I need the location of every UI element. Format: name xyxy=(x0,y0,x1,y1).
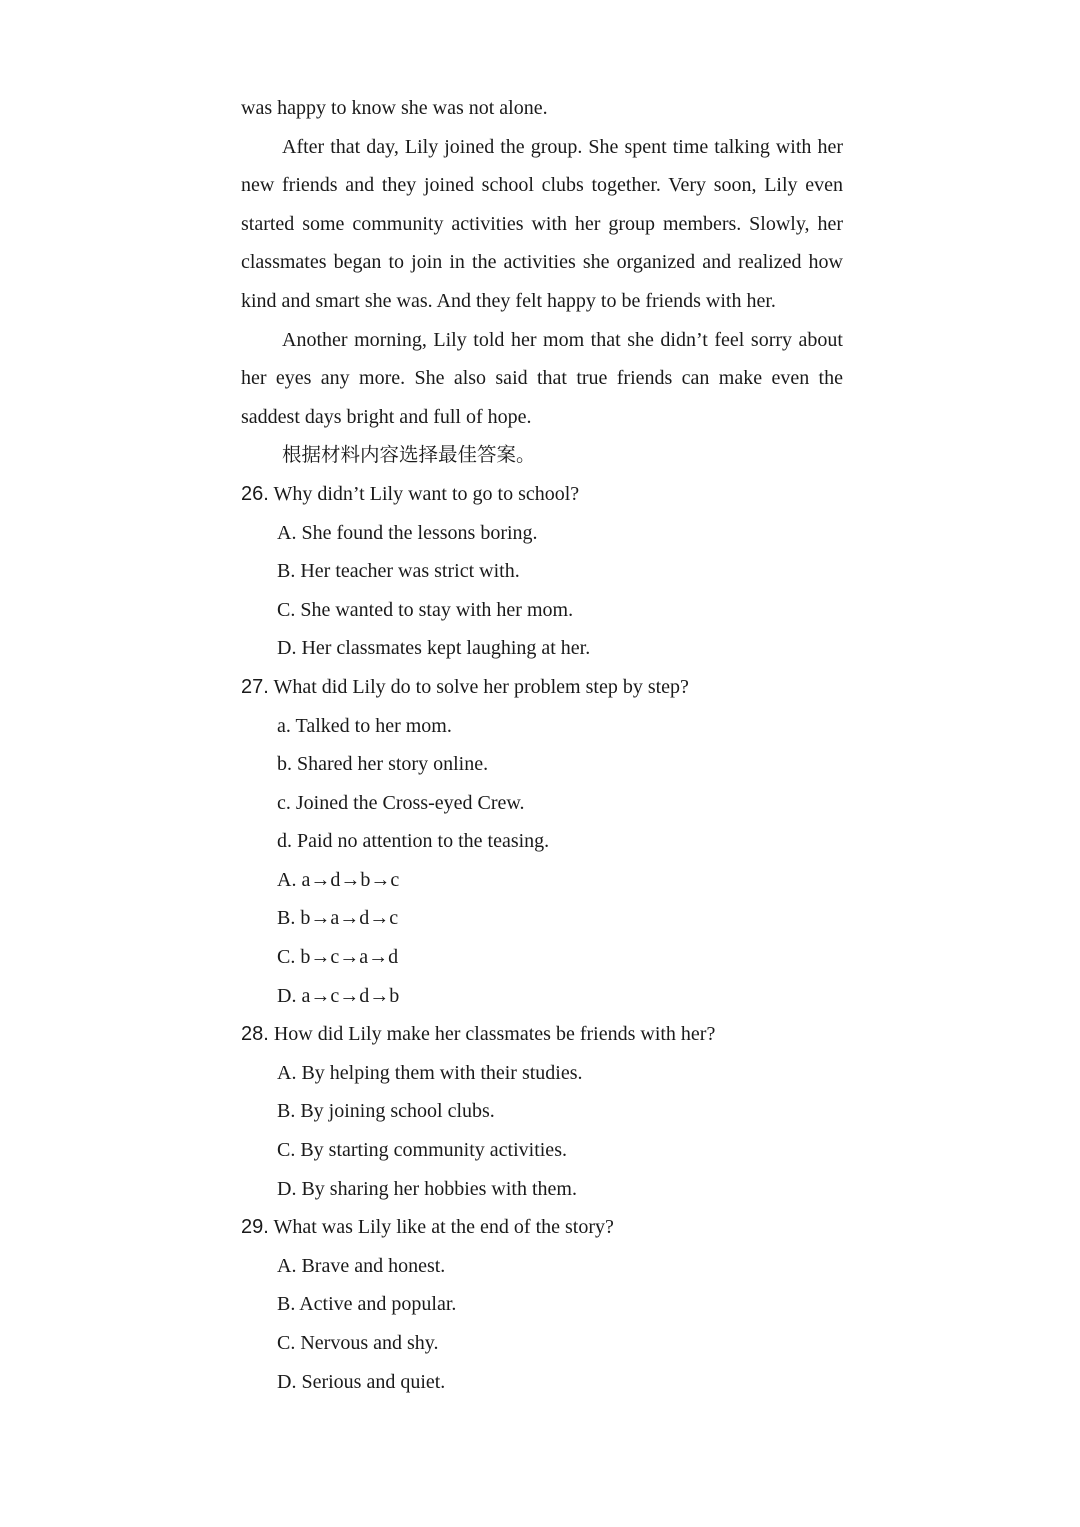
option-b: B. Her teacher was strict with. xyxy=(277,560,520,583)
option-c: C. b→c→a→d xyxy=(277,946,399,969)
question-text: Why didn’t Lily want to go to school? xyxy=(273,482,580,505)
option-c: C. She wanted to stay with her mom. xyxy=(277,598,574,621)
option-b: B. b→a→d→c xyxy=(277,907,399,930)
option-c: C. By starting community activities. xyxy=(277,1139,567,1162)
passage-paragraph: After that day, Lily joined the group. She spent time talking with her new friends and they joined school clubs together. Very soon, Lily even started some community activities with her group members. Slowly, her classmates began to join in the activities she organized and realized how kind and smart she was. And they felt happy to be friends with her. xyxy=(241,135,843,312)
question-26 xyxy=(241,475,843,514)
question-28 xyxy=(241,1015,843,1054)
option-d: D. a→c→d→b xyxy=(277,984,400,1007)
question-number: 27. xyxy=(241,675,269,698)
option-d: D. By sharing her hobbies with them. xyxy=(277,1177,577,1200)
passage-paragraph: Another morning, Lily told her mom that she didn’t feel sorry about her eyes any more. She also said that true friends can make even the saddest days bright and full of hope. xyxy=(241,328,843,428)
step-b: b. Shared her story online. xyxy=(277,753,489,776)
question-text: How did Lily make her classmates be friends with her? xyxy=(273,1023,716,1046)
option-a: A. By helping them with their studies. xyxy=(277,1061,583,1084)
option-a: A. She found the lessons boring. xyxy=(277,521,538,544)
page-content xyxy=(241,89,843,1401)
option-b: B. Active and popular. xyxy=(277,1293,457,1316)
option-b: B. By joining school clubs. xyxy=(277,1100,495,1123)
question-number: 28. xyxy=(241,1023,269,1046)
passage-continuation: was happy to know she was not alone. xyxy=(241,97,548,119)
question-number: 29. xyxy=(241,1216,269,1239)
option-d: D. Her classmates kept laughing at her. xyxy=(277,637,591,660)
option-d: D. Serious and quiet. xyxy=(277,1370,446,1393)
step-c: c. Joined the Cross-eyed Crew. xyxy=(277,791,525,814)
option-a: A. a→d→b→c xyxy=(277,868,400,891)
option-c: C. Nervous and shy. xyxy=(277,1332,439,1354)
question-text: What was Lily like at the end of the story? xyxy=(273,1216,614,1239)
option-a: A. Brave and honest. xyxy=(277,1254,446,1277)
question-number: 26. xyxy=(241,482,269,505)
step-d: d. Paid no attention to the teasing. xyxy=(277,830,550,853)
question-text: What did Lily do to solve her problem step by step? xyxy=(273,675,689,698)
step-a: a. Talked to her mom. xyxy=(277,714,452,737)
instruction: 根据材料内容选择最佳答案。 xyxy=(282,443,536,467)
question-27 xyxy=(241,668,843,707)
question-29 xyxy=(241,1208,843,1247)
